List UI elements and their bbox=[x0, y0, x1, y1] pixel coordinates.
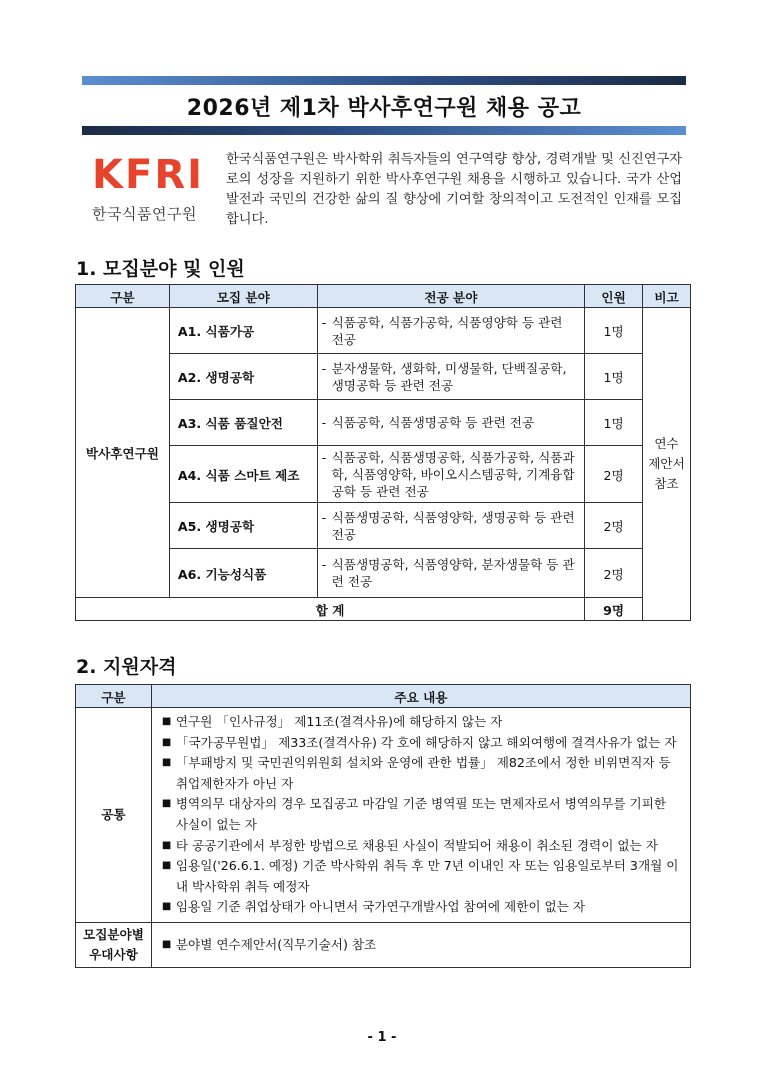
field-cell: A3. 식품 품질안전 bbox=[169, 400, 317, 446]
table-header-row bbox=[76, 285, 691, 308]
kfri-logo bbox=[92, 152, 212, 225]
list-item-text: 임용일('26.6.1. 예정) 기준 박사학위 취득 후 만 7년 이내인 자 또는 임용일로부터 3개월 이내 박사학위 취득 예정자 bbox=[175, 858, 679, 894]
col-header: 인원 bbox=[585, 285, 643, 308]
count-cell: 1명 bbox=[585, 308, 643, 354]
list-item bbox=[162, 935, 680, 956]
page-number: - 1 - bbox=[367, 1030, 397, 1045]
list-item bbox=[162, 836, 680, 857]
logo-mark: KFRI bbox=[92, 152, 205, 198]
table-row bbox=[76, 922, 691, 967]
bullet-icon: ■ bbox=[161, 860, 172, 872]
col-header: 전공 분야 bbox=[317, 285, 585, 308]
preference-label: 모집분야별 우대사항 bbox=[76, 922, 152, 967]
recruitment-table bbox=[75, 284, 691, 621]
total-count: 9명 bbox=[585, 598, 643, 621]
bullet-icon: ■ bbox=[161, 839, 172, 851]
field-cell: A5. 생명공학 bbox=[169, 503, 317, 549]
title-bar-bottom bbox=[82, 126, 686, 135]
total-label: 합 계 bbox=[76, 598, 585, 621]
field-cell: A1. 식품가공 bbox=[169, 308, 317, 354]
list-item-text: 임용일 기준 취업상태가 아니면서 국가연구개발사업 참여에 제한이 없는 자 bbox=[175, 899, 586, 915]
bullet-icon: ■ bbox=[161, 798, 172, 810]
list-item-text: 「국가공무원법」 제33조(결격사유) 각 호에 해당하지 않고 해외여행에 결격사유가 없는 자 bbox=[175, 734, 677, 750]
count-cell: 2명 bbox=[585, 549, 643, 598]
table-row bbox=[76, 708, 691, 923]
list-item bbox=[162, 794, 680, 835]
col-header: 구분 bbox=[76, 685, 152, 708]
count-cell: 2명 bbox=[585, 503, 643, 549]
qualifications-table bbox=[75, 684, 691, 968]
list-item-text: 분야별 연수제안서(직무기술서) 참조 bbox=[175, 936, 377, 952]
field-cell: A6. 기능성식품 bbox=[169, 549, 317, 598]
common-items-cell bbox=[151, 708, 690, 923]
table-header-row bbox=[76, 685, 691, 708]
preference-items-list bbox=[156, 931, 686, 960]
list-item bbox=[162, 753, 680, 794]
bullet-icon: ■ bbox=[161, 757, 172, 769]
logo-name: 한국식품연구원 bbox=[92, 205, 197, 223]
preference-items-cell bbox=[151, 922, 690, 967]
page-title: 2026년 제1차 박사후연구원 채용 공고 bbox=[186, 95, 582, 121]
major-cell: - 식품생명공학, 식품영양학, 분자생물학 등 관련 전공 bbox=[317, 549, 585, 598]
list-item bbox=[162, 712, 680, 733]
total-row bbox=[76, 598, 691, 621]
col-header: 모집 분야 bbox=[169, 285, 317, 308]
list-item-text: 「부패방지 및 국민권익위원회 설치와 운영에 관한 법률」 제82조에서 정한 비위면직자 등 취업제한자가 아닌 자 bbox=[175, 755, 671, 791]
bullet-icon: ■ bbox=[161, 938, 172, 950]
bullet-icon: ■ bbox=[161, 901, 172, 913]
major-cell: - 분자생물학, 생화학, 미생물학, 단백질공학, 생명공학 등 관련 전공 bbox=[317, 354, 585, 400]
title-bar-top bbox=[82, 76, 686, 85]
section-heading-qualifications: 2. 지원자격 bbox=[76, 656, 177, 678]
bullet-icon: ■ bbox=[161, 736, 172, 748]
count-cell: 2명 bbox=[585, 446, 643, 503]
field-cell: A2. 생명공학 bbox=[169, 354, 317, 400]
count-cell: 1명 bbox=[585, 354, 643, 400]
list-item bbox=[162, 897, 680, 918]
common-label: 공통 bbox=[76, 708, 152, 923]
list-item bbox=[162, 733, 680, 754]
category-cell: 박사후연구원 bbox=[76, 308, 170, 598]
bullet-icon: ■ bbox=[161, 716, 172, 727]
field-cell: A4. 식품 스마트 제조 bbox=[169, 446, 317, 503]
list-item-text: 타 공공기관에서 부정한 방법으로 채용된 사실이 적발되어 채용이 취소된 경력이 없는 자 bbox=[175, 837, 658, 853]
col-header: 비고 bbox=[643, 285, 691, 308]
intro-paragraph: 한국식품연구원은 박사학위 취득자들의 연구역량 향상, 경력개발 및 신진연구자로의 성장을 지원하기 위한 박사후연구원 채용을 시행하고 있습니다. 국가 산업발전과 국민의 건강한 삶의 질 향상에 기여할 창의적이고 도전적인 인재를 모집합니다. bbox=[226, 152, 682, 227]
section-heading-recruitment: 1. 모집분야 및 인원 bbox=[76, 258, 245, 280]
count-cell: 1명 bbox=[585, 400, 643, 446]
col-header: 주요 내용 bbox=[151, 685, 690, 708]
list-item-text: 연구원 「인사규정」 제11조(결격사유)에 해당하지 않는 자 bbox=[175, 714, 503, 729]
note-cell: 연수 제안서 참조 bbox=[643, 308, 691, 621]
common-items-list bbox=[156, 708, 686, 922]
major-cell: - 식품공학, 식품생명공학, 식품가공학, 식품과학, 식품영양학, 바이오시스템공학, 기계융합공학 등 관련 전공 bbox=[317, 446, 585, 503]
major-cell: - 식품생명공학, 식품영양학, 생명공학 등 관련 전공 bbox=[317, 503, 585, 549]
col-header: 구분 bbox=[76, 285, 170, 308]
major-cell: - 식품공학, 식품생명공학 등 관련 전공 bbox=[317, 400, 585, 446]
table-row bbox=[76, 308, 691, 354]
list-item-text: 병역의무 대상자의 경우 모집공고 마감일 기준 병역필 또는 면제자로서 병역의무를 기피한 사실이 없는 자 bbox=[175, 796, 667, 832]
list-item bbox=[162, 856, 680, 897]
major-cell: - 식품공학, 식품가공학, 식품영양학 등 관련 전공 bbox=[317, 308, 585, 354]
